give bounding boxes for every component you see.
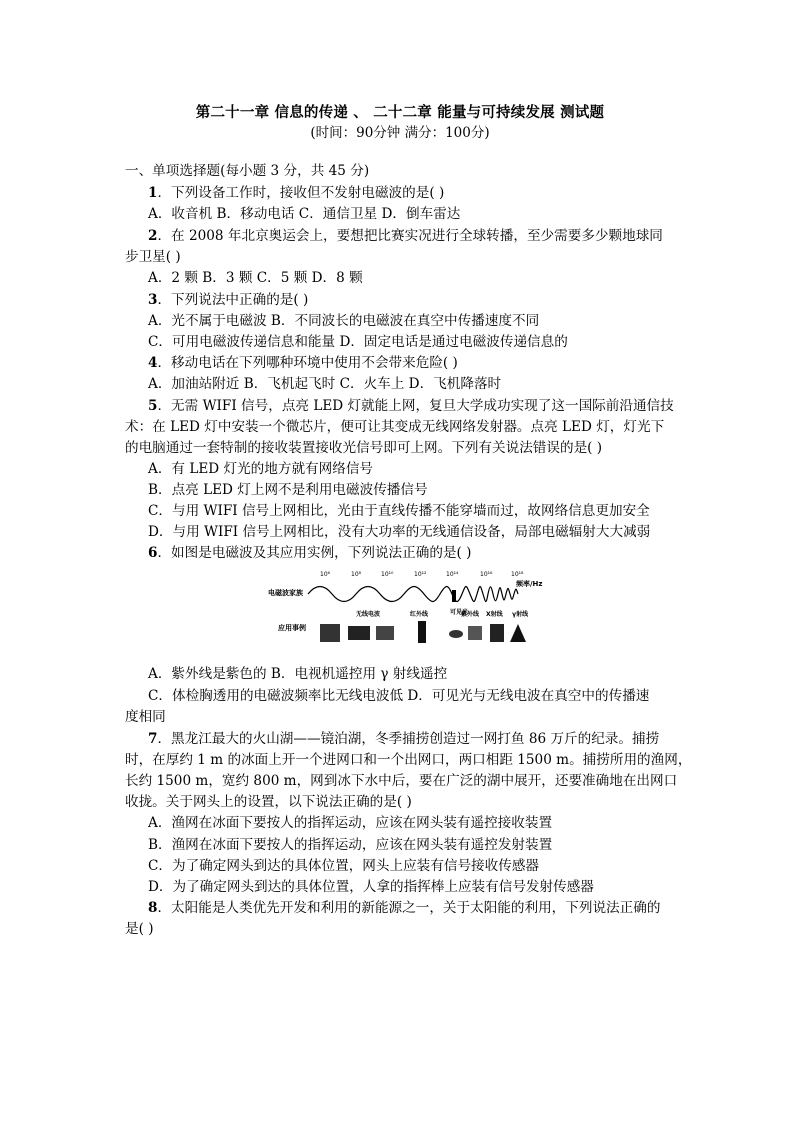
question-5-option-d: D．与用 WIFI 信号上网相比，没有大功率的无线通信设备，局部电磁辐射大大减弱 (148, 524, 651, 540)
question-2 (148, 226, 663, 246)
band-label-xray: X射线 (486, 611, 503, 618)
question-5-option-b: B．点亮 LED 灯上网不是利用电磁波传播信号 (148, 482, 428, 498)
question-7-option-b: B．渔网在冰面下要按人的指挥运动，应该在网头装有遥控发射装置 (148, 837, 553, 853)
remote-control-icon (418, 621, 426, 643)
em-wave (308, 587, 518, 602)
question-6-options-3: 度相同 (125, 709, 166, 725)
question-number: 7 (148, 731, 158, 747)
xray-film-icon (490, 624, 504, 642)
page-title: 第二十一章 信息的传递 、 二十二章 能量与可持续发展 测试题 (195, 104, 605, 121)
freq-label: 10¹⁸ (511, 571, 524, 578)
band-label-ultraviolet: 紫外线 (461, 611, 480, 618)
television-icon (348, 626, 370, 640)
question-1 (148, 183, 444, 203)
question-4 (148, 353, 458, 373)
question-number: 2 (148, 228, 158, 244)
question-3-options-2: C．可用电磁波传递信息和能量 D．固定电话是通过电磁波传递信息的 (148, 334, 568, 350)
band-label-visible: 可见光 (450, 609, 469, 616)
question-6-options-1: A．紫外线是紫色的 B．电视机遥控用 γ 射线遥控 (148, 666, 448, 682)
freq-label: 10¹² (414, 571, 427, 578)
radio-tower-icon (320, 624, 340, 642)
band-label-radio: 无线电波 (356, 611, 381, 618)
freq-unit-label: 频率/Hz (516, 580, 543, 588)
question-5-stem-cont-2: 的电脑通过一套特制的接收装置接收光信号即可上网。下列有关说法错误的是( ) (125, 440, 603, 456)
question-stem: ．黑龙江最大的火山湖——镜泊湖，冬季捕捞创造过一网打鱼 86 万斤的纪录。捕捞 (157, 731, 660, 747)
radio-device-icon (376, 626, 394, 640)
question-stem: ．如图是电磁波及其应用实例，下列说法正确的是( ) (157, 545, 472, 561)
freq-label: 10¹⁴ (446, 571, 459, 578)
question-stem: ．无需 WIFI 信号，点亮 LED 灯就能上网，复旦大学成功实现了这一国际前沿通信技 (157, 398, 674, 414)
question-7-stem-cont-1: 时，在厚约 1 m 的冰面上开一个进网口和一个出网口，两口相距 1500 m。捕捞所用的渔网， (125, 752, 692, 768)
question-7-option-d: D．为了确定网头到达的具体位置，人拿的指挥棒上应装有信号发射传感器 (148, 879, 594, 895)
uv-lamp-icon (468, 626, 482, 640)
question-3-options-1: A．光不属于电磁波 B．不同波长的电磁波在真空中传播速度不同 (148, 313, 540, 329)
visible-band-marker (452, 590, 456, 602)
band-label-gamma: γ射线 (512, 611, 529, 618)
question-number: 1 (148, 185, 158, 201)
question-6 (148, 543, 471, 563)
question-2-stem-cont: 步卫星( ) (125, 249, 181, 265)
question-8-stem-cont: 是( ) (125, 921, 154, 937)
question-5 (148, 396, 674, 416)
question-stem: ．下列设备工作时，接收但不发射电磁波的是( ) (157, 185, 445, 201)
question-3 (148, 290, 308, 310)
question-6-options-2: C．体检胸透用的电磁波频率比无线电波低 D．可见光与无线电波在真空中的传播速 (148, 688, 650, 704)
question-number: 6 (148, 545, 158, 561)
question-7 (148, 729, 659, 749)
question-number: 8 (148, 900, 158, 916)
question-7-option-a: A．渔网在冰面下要按人的指挥运动，应该在网头装有遥控接收装置 (148, 815, 553, 831)
eye-icon (449, 630, 463, 638)
question-8 (148, 898, 660, 918)
question-1-options: A．收音机 B．移动电话 C．通信卫星 D．倒车雷达 (148, 206, 461, 222)
question-stem: ．太阳能是人类优先开发和利用的新能源之一，关于太阳能的利用，下列说法正确的 (157, 900, 661, 916)
question-stem: ．在 2008 年北京奥运会上，要想把比赛实况进行全球转播，至少需要多少颗地球同 (157, 228, 663, 244)
question-7-stem-cont-3: 收拢。关于网头上的设置，以下说法正确的是( ) (125, 794, 412, 810)
question-number: 4 (148, 355, 158, 371)
section-heading: 一、单项选择题(每小题 3 分，共 45 分) (125, 163, 370, 179)
em-spectrum-figure (268, 566, 543, 656)
em-family-label: 电磁波家族 (268, 589, 303, 597)
band-label-infrared: 红外线 (410, 611, 429, 618)
question-stem: ．下列说法中正确的是( ) (157, 292, 309, 308)
freq-label: 10¹⁶ (480, 571, 493, 578)
question-number: 5 (148, 398, 158, 414)
question-7-stem-cont-2: 长约 1500 m，宽约 800 m，网到冰下水中后，要在广泛的湖中展开，还要准确地在出网口 (125, 773, 678, 789)
radiation-warning-icon (510, 624, 526, 642)
question-7-option-c: C．为了确定网头到达的具体位置，网头上应装有信号接收传感器 (148, 858, 540, 874)
question-4-options: A．加油站附近 B．飞机起飞时 C．火车上 D．飞机降落时 (148, 376, 502, 392)
question-5-stem-cont-1: 术：在 LED 灯中安装一个微芯片，便可让其变成无线网络发射器。点亮 LED 灯，灯光下 (125, 419, 665, 435)
question-5-option-c: C．与用 WIFI 信号上网相比，光由于直线传播不能穿墙而过，故网络信息更加安全 (148, 503, 650, 519)
freq-label: 10⁶ (320, 571, 331, 578)
question-5-option-a: A．有 LED 灯光的地方就有网络信号 (148, 461, 374, 477)
freq-label: 10¹⁰ (381, 571, 394, 578)
page-subtitle: (时间：90分钟 满分：100分) (310, 125, 490, 141)
application-examples-label: 应用事例 (278, 624, 306, 632)
question-stem: ．移动电话在下列哪种环境中使用不会带来危险( ) (157, 355, 458, 371)
question-number: 3 (148, 292, 158, 308)
freq-label: 10⁸ (351, 571, 362, 578)
application-images (320, 621, 526, 643)
question-2-options: A．2 颗 B．3 颗 C．5 颗 D．8 颗 (148, 270, 363, 286)
